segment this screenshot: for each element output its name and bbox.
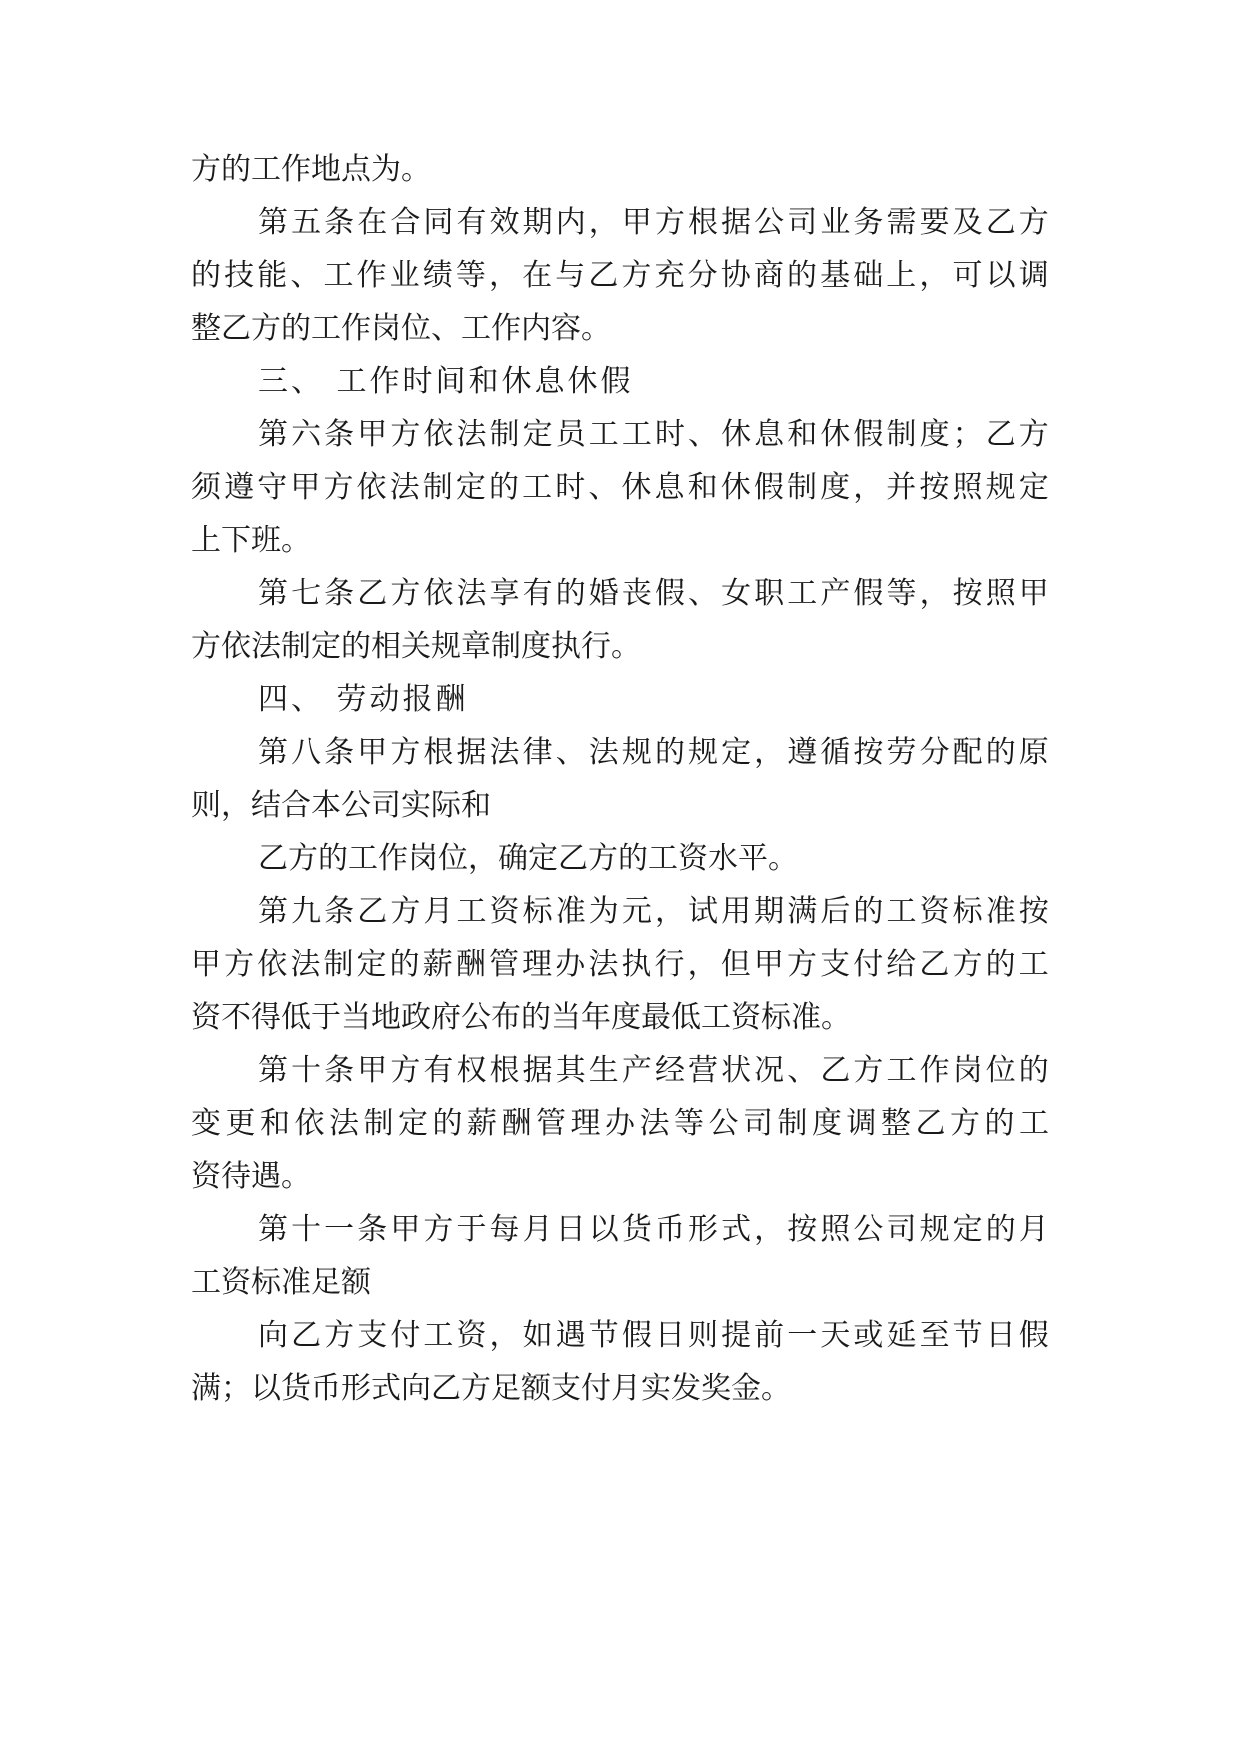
- text-line: 工资标准足额: [191, 1265, 371, 1300]
- text-line: 第 十 一 条 甲 方 于 每 月 日 以 货 币 形 式 ， 按 照 公 司 规 定 的 月: [258, 1212, 1049, 1247]
- text-line: 则，结合本公司实际和: [191, 788, 491, 823]
- text-line: 第 五 条 在 合 同 有 效 期 内 ， 甲 方 根 据 公 司 业 务 需 要 及 乙 方: [258, 205, 1049, 240]
- text-line: 第 九 条 乙 方 月 工 资 标 准 为 元 ， 试 用 期 满 后 的 工 资 标 准 按: [258, 894, 1049, 929]
- text-line: 变 更 和 依 法 制 定 的 薪 酬 管 理 办 法 等 公 司 制 度 调 整 乙 方 的 工: [191, 1106, 1049, 1141]
- text-line: 甲 方 依 法 制 定 的 薪 酬 管 理 办 法 执 行 ， 但 甲 方 支 付 给 乙 方 的 工: [191, 947, 1049, 982]
- section-heading: 四、 劳动报酬: [258, 682, 469, 717]
- text-line: 须 遵 守 甲 方 依 法 制 定 的 工 时 、 休 息 和 休 假 制 度 ， 并 按 照 规 定: [191, 470, 1049, 505]
- text-line: 整乙方的工作岗位、工作内容。: [191, 311, 611, 346]
- section-heading: 三、 工作时间和休息休假: [258, 364, 634, 399]
- text-line: 第 十 条 甲 方 有 权 根 据 其 生 产 经 营 状 况 、 乙 方 工 作 岗 位 的: [258, 1053, 1049, 1088]
- text-line: 资待遇。: [191, 1159, 311, 1194]
- text-line: 满；以货币形式向乙方足额支付月实发奖金。: [191, 1371, 791, 1406]
- text-line: 第 八 条 甲 方 根 据 法 律 、 法 规 的 规 定 ， 遵 循 按 劳 分 配 的 原: [258, 735, 1049, 770]
- text-line: 资不得低于当地政府公布的当年度最低工资标准。: [191, 1000, 851, 1035]
- text-line: 方的工作地点为。: [191, 152, 431, 187]
- text-line: 向 乙 方 支 付 工 资 ， 如 遇 节 假 日 则 提 前 一 天 或 延 至 节 日 假: [258, 1318, 1049, 1353]
- text-line: 第 七 条 乙 方 依 法 享 有 的 婚 丧 假 、 女 职 工 产 假 等 ， 按 照 甲: [258, 576, 1049, 611]
- text-line: 第 六 条 甲 方 依 法 制 定 员 工 工 时 、 休 息 和 休 假 制 度 ； 乙 方: [258, 417, 1049, 452]
- text-line: 乙方的工作岗位，确定乙方的工资水平。: [258, 841, 798, 876]
- text-line: 的 技 能 、 工 作 业 绩 等 ， 在 与 乙 方 充 分 协 商 的 基 础 上 ， 可 以 调: [191, 258, 1049, 293]
- text-line: 上下班。: [191, 523, 311, 558]
- text-line: 方依法制定的相关规章制度执行。: [191, 629, 641, 664]
